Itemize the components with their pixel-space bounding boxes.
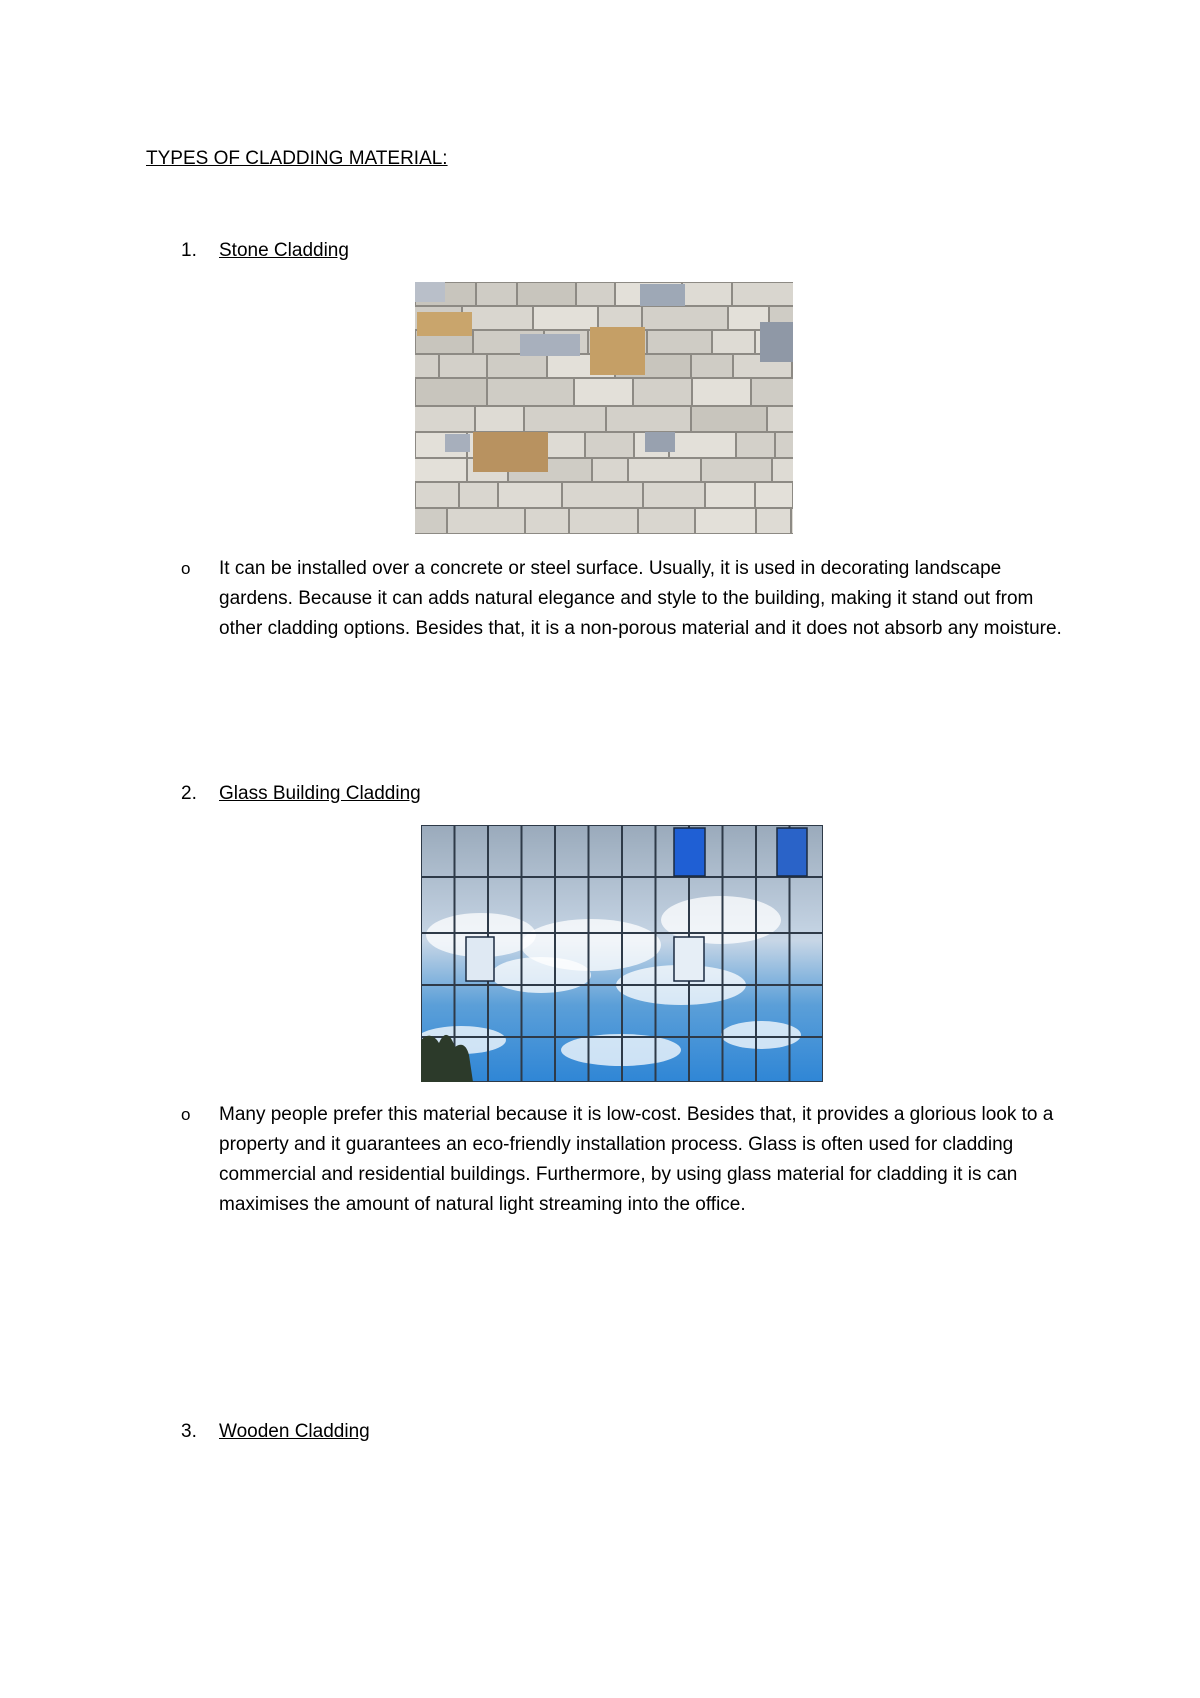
stone-block — [534, 307, 597, 329]
bullet-text: Many people prefer this material because it is low-cost. Besides that, it provides a glorious look to a property and it guarantees an eco-friendly installation process. Glass is often used for cladding commercial and residential buildings. Furthermore, by using glass material for cladding it is can maximises the amount of natural light streaming into the office. — [219, 1104, 1054, 1215]
section-title: Wooden Cladding — [219, 1421, 370, 1442]
stone-block — [737, 433, 774, 457]
stone-block — [792, 509, 793, 533]
stone-block — [563, 483, 642, 507]
stone-block — [417, 312, 472, 336]
stone-block — [768, 407, 793, 431]
glass-pane — [777, 828, 807, 876]
stone-block — [706, 483, 754, 507]
glass-cladding-image — [421, 825, 823, 1082]
stone-block — [644, 483, 704, 507]
glass-pane — [466, 937, 494, 981]
stone-block — [757, 509, 790, 533]
bullet-glass — [181, 1100, 1061, 1220]
document-title: TYPES OF CLADDING MATERIAL: — [146, 148, 448, 169]
stone-block — [696, 509, 755, 533]
stone-block — [629, 459, 700, 481]
stone-block — [607, 407, 690, 431]
stone-block — [640, 284, 685, 306]
stone-block — [599, 307, 641, 329]
stone-block — [586, 433, 633, 457]
stone-block — [760, 322, 793, 362]
stone-block — [499, 483, 561, 507]
stone-block — [692, 407, 766, 431]
stone-block — [692, 355, 732, 377]
stone-block — [460, 483, 497, 507]
stone-block — [416, 483, 458, 507]
stone-block — [415, 509, 446, 533]
stone-block — [773, 459, 793, 481]
stone-block — [593, 459, 627, 481]
stone-block — [590, 327, 645, 375]
stone-block — [776, 433, 793, 457]
stone-block — [575, 379, 632, 405]
stone-block — [526, 509, 568, 533]
stone-block — [570, 509, 637, 533]
stone-block — [683, 283, 731, 305]
cloud-reflection — [491, 957, 591, 993]
stone-block — [525, 407, 605, 431]
glass-pane — [674, 937, 704, 981]
stone-block — [473, 432, 548, 472]
stone-block — [520, 334, 580, 356]
stone-block — [645, 432, 675, 452]
section-title: Glass Building Cladding — [219, 783, 421, 804]
stone-cladding-image — [415, 282, 793, 534]
stone-block — [648, 331, 711, 353]
stone-block — [702, 459, 771, 481]
stone-block — [643, 307, 727, 329]
glass-pane — [674, 828, 705, 876]
section-number: 1. — [181, 240, 197, 261]
stone-block — [415, 282, 445, 302]
stone-block — [693, 379, 750, 405]
stone-block — [415, 355, 438, 377]
stone-block — [577, 283, 614, 305]
bullet-marker: o — [181, 1105, 191, 1124]
section-number: 2. — [181, 783, 197, 804]
stone-block — [415, 407, 474, 431]
bullet-text: It can be installed over a concrete or steel surface. Usually, it is used in decorating landscape gardens. Because it can adds natural elegance and style to the building, making it stand out from other cladding options. Besides that, it is a non-porous material and it does not absorb any moisture. — [219, 558, 1062, 639]
stone-block — [416, 379, 486, 405]
stone-block — [463, 307, 532, 329]
stone-block — [713, 331, 754, 353]
stone-block — [756, 483, 792, 507]
stone-block — [518, 283, 575, 305]
section-number: 3. — [181, 1421, 197, 1442]
stone-block — [488, 379, 573, 405]
stone-block — [752, 379, 793, 405]
stone-block — [440, 355, 486, 377]
stone-block — [477, 283, 516, 305]
stone-block — [415, 459, 466, 481]
stone-block — [448, 509, 524, 533]
section-title: Stone Cladding — [219, 240, 349, 261]
bullet-marker: o — [181, 559, 191, 578]
stone-block — [733, 283, 793, 305]
bullet-stone — [181, 554, 1061, 674]
stone-block — [634, 379, 691, 405]
stone-block — [488, 355, 546, 377]
stone-block — [445, 434, 470, 452]
stone-block — [476, 407, 523, 431]
stone-block — [670, 433, 735, 457]
stone-block — [639, 509, 694, 533]
